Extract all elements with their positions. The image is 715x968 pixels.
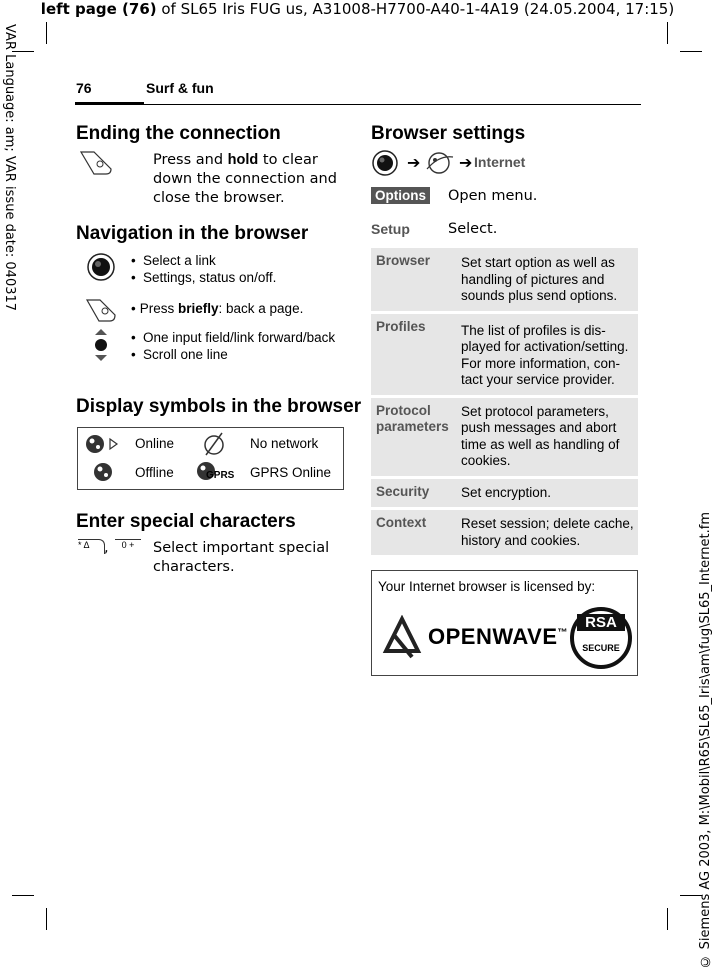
license-box <box>371 570 638 676</box>
no-network-label: No network <box>250 436 319 451</box>
rsa-secure-badge <box>570 607 632 669</box>
menu-path <box>371 149 641 177</box>
margin-language-info: VAR Language: am; VAR issue date: 040317 <box>2 24 17 312</box>
crop-mark <box>667 22 668 44</box>
crop-mark <box>667 908 668 930</box>
openwave-wordmark <box>428 624 568 650</box>
end-key-icon <box>78 148 114 178</box>
symbols-title: Display symbols in the browser <box>76 396 362 417</box>
rsa-text: RSA <box>577 614 625 631</box>
joystick-list <box>131 252 351 286</box>
row-value: Set encryption. <box>461 484 552 500</box>
print-header-page: left page (76) <box>40 0 157 18</box>
end-key-post: : back a page. <box>218 301 304 316</box>
row-value: Reset session; delete cache, history and cookies. <box>461 516 634 548</box>
end-key-bold: briefly <box>178 301 219 316</box>
online-label: Online <box>135 436 175 451</box>
secure-text: SECURE <box>582 643 620 653</box>
special-sep: , <box>104 540 109 556</box>
updown-list <box>131 329 351 363</box>
globe-online-icon <box>84 433 128 455</box>
table-row[interactable] <box>371 314 638 395</box>
end-key-brief: • Press briefly: back a page. <box>131 301 304 316</box>
row-key: Security <box>376 483 430 499</box>
joystick-icon <box>371 149 399 177</box>
row-key: Context <box>376 515 427 530</box>
table-row[interactable] <box>371 479 638 508</box>
internet-globe-icon <box>423 151 455 175</box>
options-button[interactable]: Options <box>371 187 430 204</box>
table-row[interactable] <box>371 248 638 311</box>
offline-label: Offline <box>135 465 174 480</box>
browser-settings-title: Browser settings <box>371 123 526 144</box>
row-value: Set protocol parameters, push messages and abort time as well as handling of cookies. <box>461 403 620 468</box>
print-header-info: of SL65 Iris FUG us, A31008-H7700-A40-1-4A19 (24.05.2004, 17:15) <box>156 0 675 18</box>
license-text: Your Internet browser is licensed by: <box>378 579 596 594</box>
crop-mark <box>680 51 702 52</box>
gprs-online-label: GPRS Online <box>250 465 332 480</box>
page-number: 76 <box>76 80 92 96</box>
special-description: Select important special characters. <box>153 540 330 575</box>
setup-label[interactable]: Setup <box>371 221 410 237</box>
special-title: Enter special characters <box>76 511 296 532</box>
row-value: The list of profiles is dis-played for activation/setting. For more information, con-tact your service provider. <box>461 322 629 387</box>
list-item: • One input field/link forward/back <box>131 329 351 346</box>
section-title: Surf & fun <box>146 80 214 96</box>
row-key: Profiles <box>376 318 426 334</box>
no-network-icon <box>200 431 228 457</box>
arrow-icon: ➔ <box>459 155 473 172</box>
zero-key-icon: 0 + <box>115 539 141 554</box>
openwave-logo-icon <box>382 615 422 661</box>
header-thick-rule <box>75 102 144 105</box>
ending-text-pre: Press and <box>153 152 228 168</box>
star-key-icon: * Δ <box>78 539 105 554</box>
options-description: Open menu. <box>448 188 538 204</box>
joystick-icon <box>86 252 116 282</box>
list-item: • Scroll one line <box>131 346 351 363</box>
openwave-text: OPENWAVE <box>428 624 558 649</box>
row-key: Protocol parameters <box>376 402 449 434</box>
ending-description <box>153 151 348 208</box>
table-row[interactable] <box>371 510 638 555</box>
ending-text-post: to clear down the connection and close the browser. <box>153 152 337 206</box>
settings-table <box>371 248 638 558</box>
table-row[interactable] <box>371 398 638 476</box>
list-item: • Select a link <box>131 252 351 269</box>
ending-text-bold: hold <box>227 152 259 168</box>
crop-mark <box>12 895 34 896</box>
symbols-table <box>77 427 344 490</box>
globe-offline-icon <box>92 461 114 483</box>
openwave-tm: ™ <box>557 627 569 639</box>
navigation-title: Navigation in the browser <box>76 223 309 244</box>
header-rule <box>144 104 641 105</box>
row-key: Browser <box>376 253 431 268</box>
row-value: Set start option as well as handling of pictures and sounds plus send options. <box>461 255 618 303</box>
end-key-icon <box>84 296 118 326</box>
list-item: • Settings, status on/off. <box>131 269 351 286</box>
internet-label: Internet <box>474 154 526 170</box>
up-down-key-icon <box>91 328 111 362</box>
gprs-icon-text: GPRS <box>206 470 235 481</box>
crop-mark <box>46 22 47 44</box>
arrow-icon: ➔ <box>407 155 421 172</box>
ending-title: Ending the connection <box>76 123 281 144</box>
end-key-pre: Press <box>139 301 178 316</box>
setup-description: Select. <box>448 221 498 237</box>
print-header <box>0 0 715 18</box>
margin-copyright: © Siemens AG 2003, M:\Mobil\R65\SL65_Iris\am\fug\SL65_Internet.fm <box>698 512 713 968</box>
crop-mark <box>46 908 47 930</box>
